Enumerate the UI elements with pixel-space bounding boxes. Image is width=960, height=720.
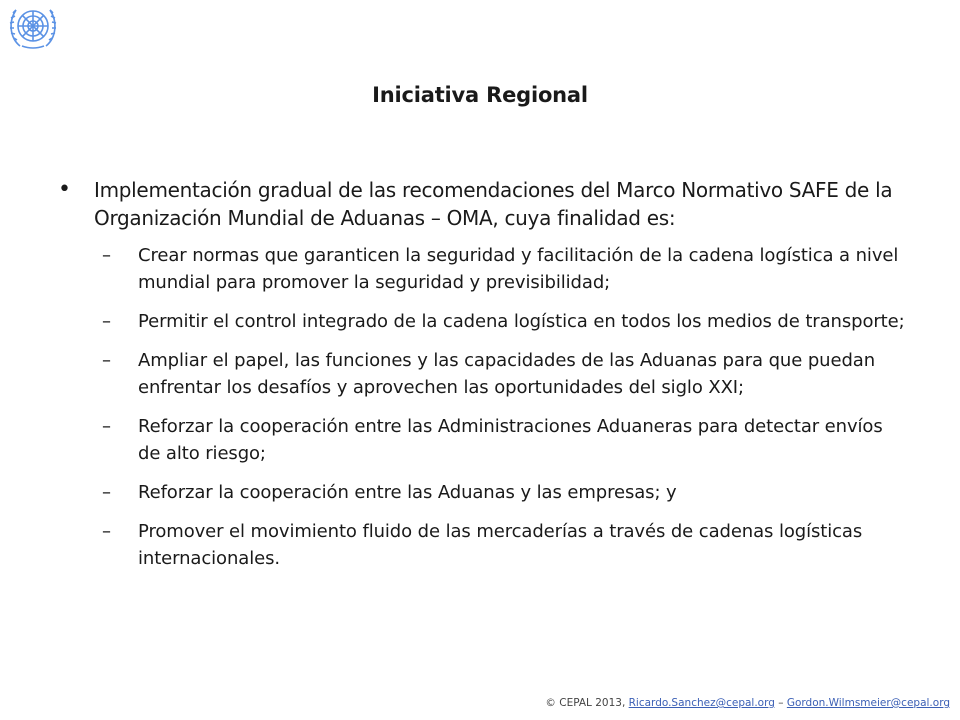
sub-item-marker: – <box>102 416 111 437</box>
sub-item <box>58 347 908 401</box>
sub-item-text: Crear normas que garanticen la seguridad y facilitación de la cadena logística a nivel mundial para promover la seguridad y previsibilidad; <box>138 245 899 293</box>
slide-body <box>58 176 908 584</box>
sub-item-text: Promover el movimiento fluido de las mercaderías a través de cadenas logísticas internacionales. <box>138 521 863 569</box>
sub-item-text: Reforzar la cooperación entre las Administraciones Aduaneras para detectar envíos de alto riesgo; <box>138 416 883 464</box>
sub-item <box>58 518 908 572</box>
slide-title: Iniciativa Regional <box>372 83 588 107</box>
email-link-wilmsmeier[interactable]: Gordon.Wilmsmeier@cepal.org <box>786 697 950 709</box>
bullet-item <box>58 176 908 232</box>
email-link-sanchez[interactable]: Ricardo.Sanchez@cepal.org <box>628 697 775 709</box>
sub-item-marker: – <box>102 521 111 542</box>
sub-item <box>58 308 908 335</box>
footer <box>545 697 950 709</box>
sub-item-text: Reforzar la cooperación entre las Aduanas y las empresas; y <box>138 482 677 503</box>
sub-item <box>58 242 908 296</box>
sub-item-list <box>58 242 908 572</box>
sub-item-marker: – <box>102 245 111 266</box>
sub-item-marker: – <box>102 350 111 371</box>
sub-item-marker: – <box>102 311 111 332</box>
sub-item-text: Permitir el control integrado de la cadena logística en todos los medios de transporte; <box>138 311 905 332</box>
footer-copyright: © CEPAL 2013, <box>545 697 629 709</box>
bullet-marker: • <box>58 177 71 202</box>
sub-item-marker: – <box>102 482 111 503</box>
footer-separator: – <box>774 697 787 709</box>
sub-item-text: Ampliar el papel, las funciones y las capacidades de las Aduanas para que puedan enfrentar los desafíos y aprovechen las oportunidades del siglo XXI; <box>138 350 876 398</box>
sub-item <box>58 413 908 467</box>
bullet-text: Implementación gradual de las recomendaciones del Marco Normativo SAFE de la Organización Mundial de Aduanas – OMA, cuya finalidad es: <box>94 178 893 230</box>
sub-item <box>58 479 908 506</box>
un-emblem-icon <box>6 2 60 52</box>
